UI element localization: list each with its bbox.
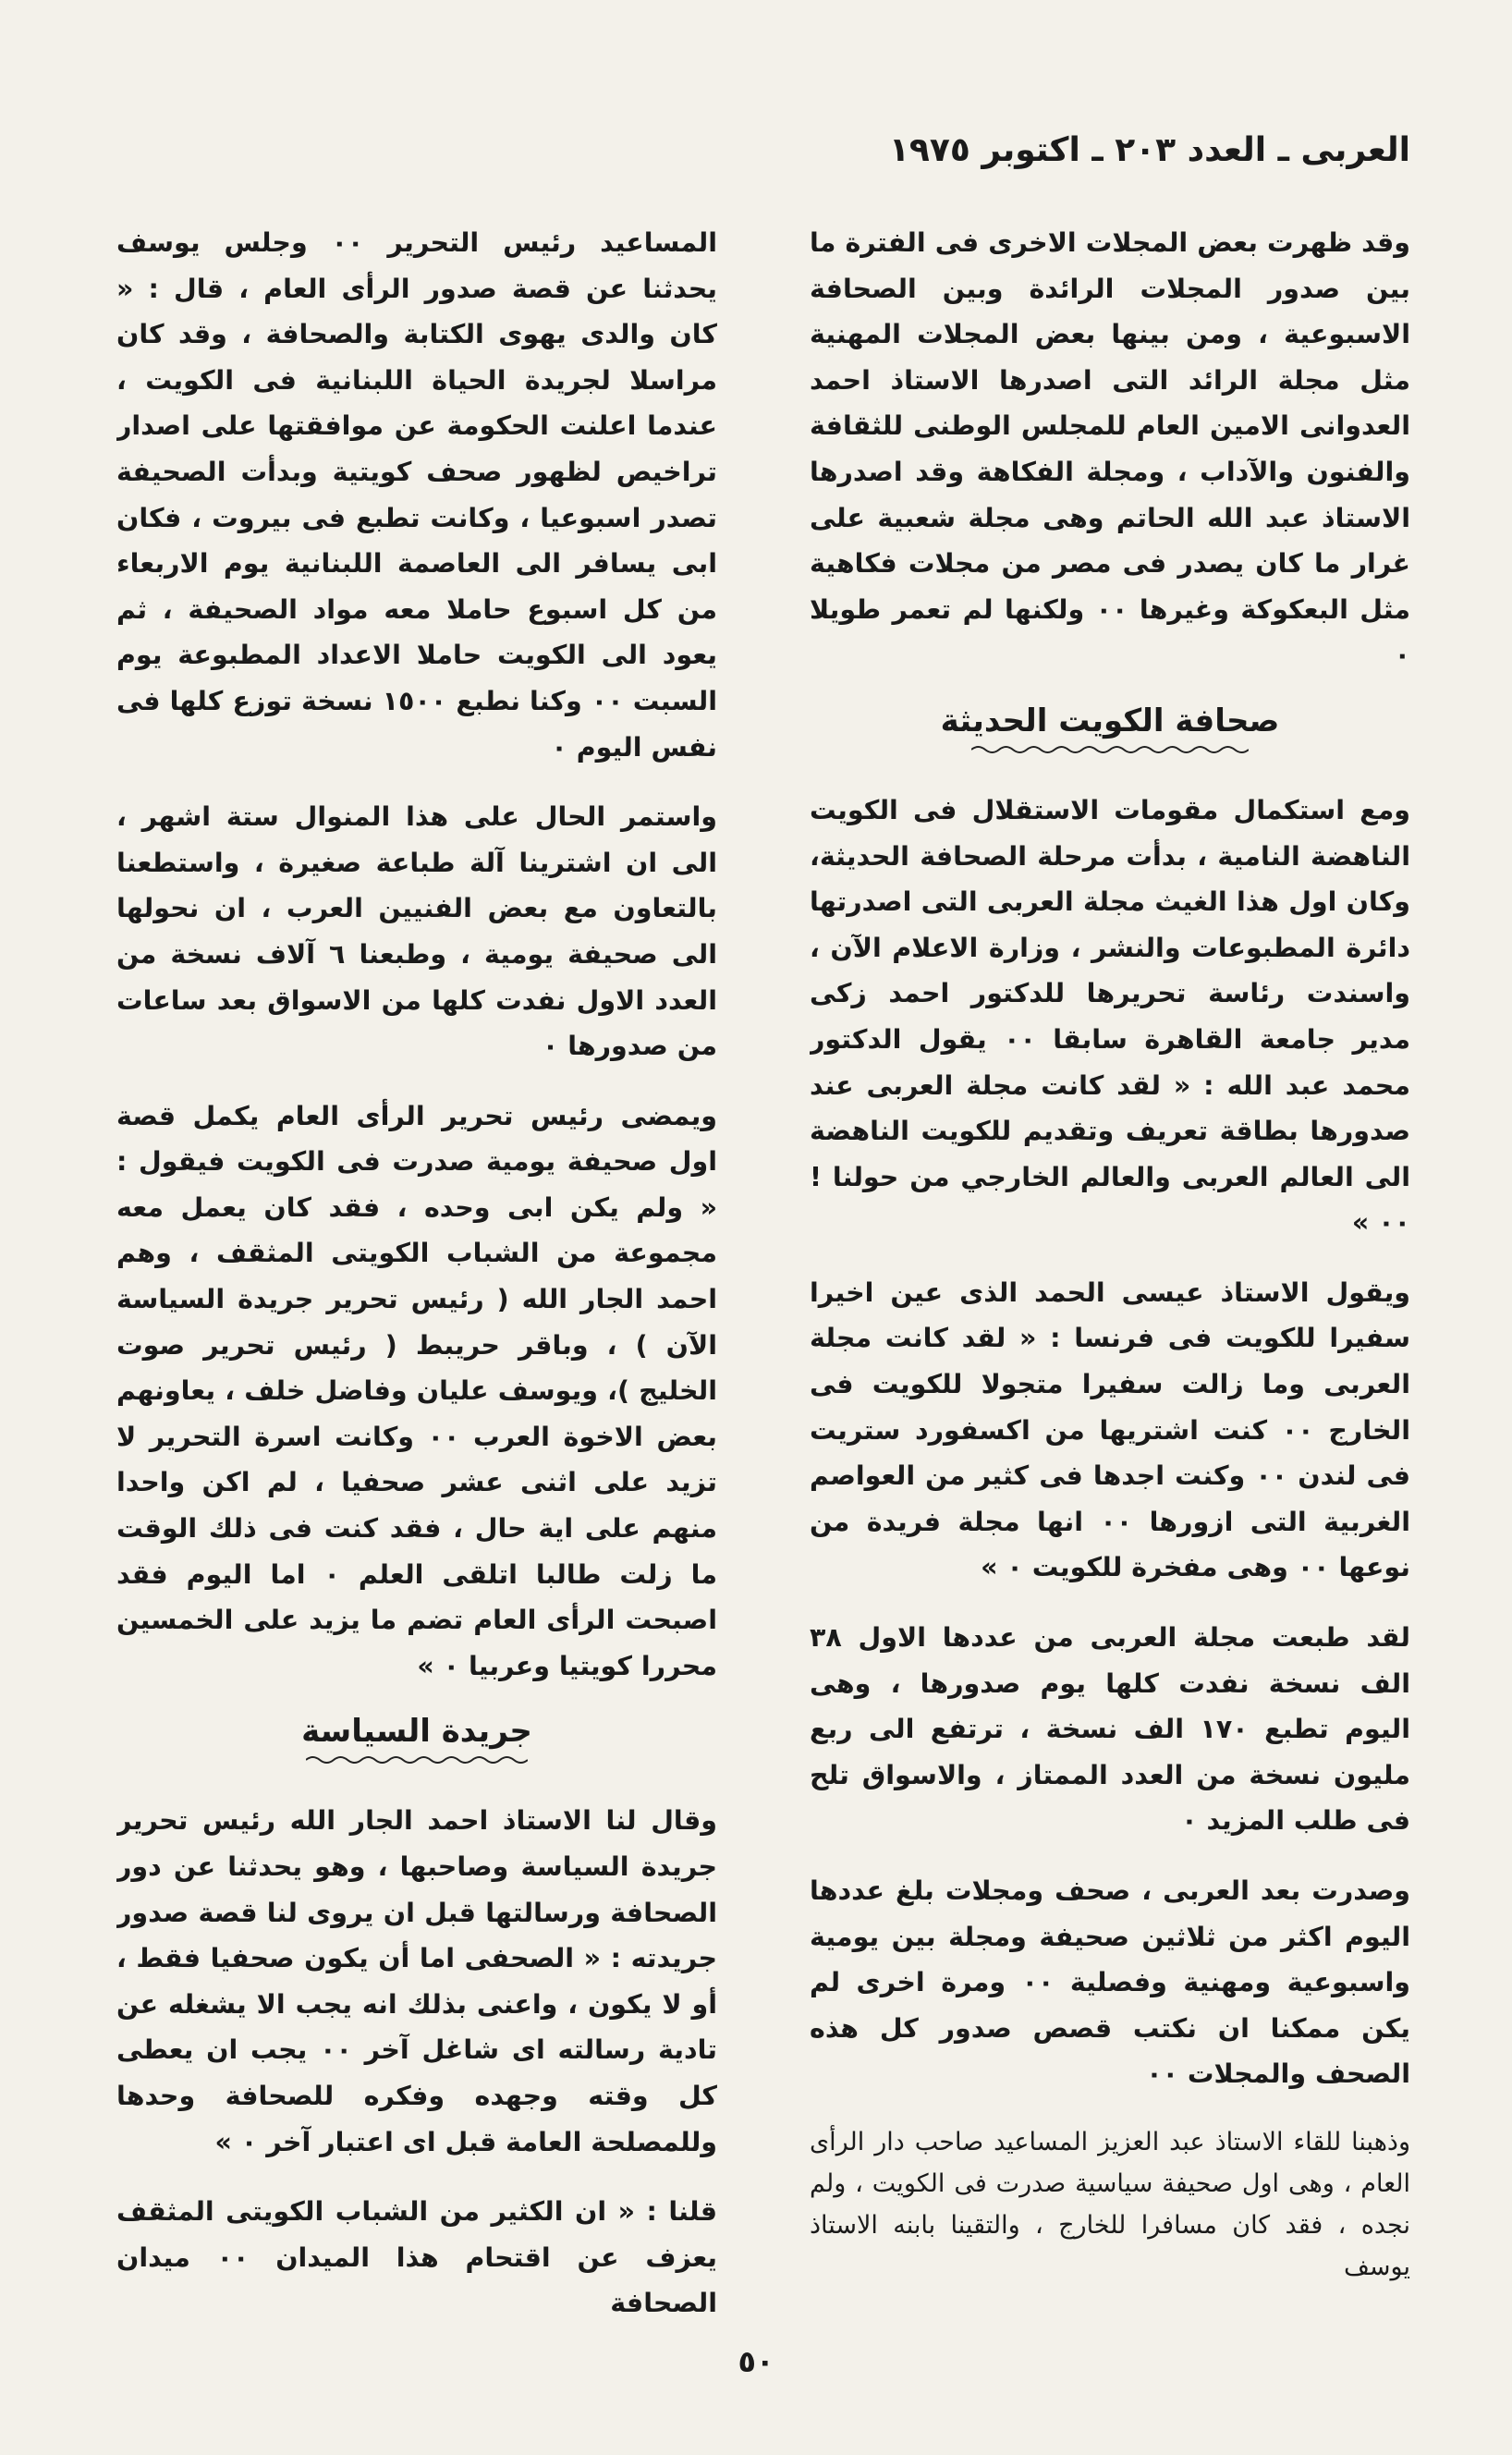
section-heading: جريدة السياسة (301, 1713, 532, 1751)
section-heading: صحافة الكويت الحديثة (940, 702, 1280, 739)
wavy-underline (306, 1753, 528, 1766)
paragraph: ويمضى رئيس تحرير الرأى العام يكمل قصة اول صحيفة يومية صدرت فى الكويت فيقول : « ولم يكن ابى وحده ، فقد كان يعمل معه مجموعة من الشباب الكويتى المثقف ، وهم احمد الجار الله ( رئيس تحرير جريدة السياسة الآن ) ، وباقر حريبط ( رئيس تحرير صوت الخليج )، ويوسف عليان وفاضل خلف ، يعاونهم بعض الاخوة العرب ٠٠ وكانت اسرة التحرير لا تزيد على اثنى عشر صحفيا ، لم اكن واحدا منهم على اية حال ، فقد كنت فى ذلك الوقت ما زلت طالبا اتلقى العلم ٠ اما اليوم فقد اصبحت الرأى العام تضم ما يزيد على الخمسين محررا كويتيا وعربيا ٠ » (116, 1100, 717, 1681)
running-header: العربى ـ العدد ٢٠٣ ـ اكتوبر ١٩٧٥ (888, 131, 1410, 169)
wavy-underline (971, 743, 1249, 756)
paragraph: واستمر الحال على هذا المنوال ستة اشهر ، الى ان اشترينا آلة طباعة صغيرة ، واستطعنا بالتعاون مع بعض الفنيين العرب ، ان نحولها الى صحيفة يومية ، وطبعنا ٦ آلاف نسخة من العدد الاول نفدت كلها من الاسواق بعد ساعات من صدورها ٠ (116, 801, 717, 1062)
right-column (810, 220, 1410, 2327)
paragraph: قلنا : « ان الكثير من الشباب الكويتى المثقف يعزف عن اقتحام هذا الميدان ٠٠ ميدان الصحافة (116, 2196, 717, 2319)
paragraph: وذهبنا للقاء الاستاذ عبد العزيز المساعيد صاحب دار الرأى العام ، وهى اول صحيفة سياسية صدرت فى الكويت ، ولم نجده ، فقد كان مسافرا للخارج ، والتقينا بابنه الاستاذ يوسف (810, 2127, 1410, 2281)
page-number: ٥٠ (738, 2344, 774, 2379)
paragraph: المساعيد رئيس التحرير ٠٠ وجلس يوسف يحدثنا عن قصة صدور الرأى العام ، قال : « كان والدى يهوى الكتابة والصحافة ، وقد كان مراسلا لجريدة الحياة اللبنانية فى الكويت ، عندما اعلنت الحكومة عن موافقتها على اصدار تراخيص لظهور صحف كويتية وبدأت الصحيفة تصدر اسبوعيا ، وكانت تطبع فى بيروت ، فكان ابى يسافر الى العاصمة اللبنانية يوم الاربعاء من كل اسبوع حاملا معه مواد الصحيفة ، ثم يعود الى الكويت حاملا الاعداد المطبوعة يوم السبت ٠٠ وكنا نطبع ١٥٠٠ نسخة توزع كلها فى نفس اليوم ٠ (116, 227, 717, 763)
paragraph: وقال لنا الاستاذ احمد الجار الله رئيس تحرير جريدة السياسة وصاحبها ، وهو يحدثنا عن دور الصحافة ورسالتها قبل ان يروى لنا قصة صدور جريدته : « الصحفى اما أن يكون صحفيا فقط ، أو لا يكون ، واعنى بذلك انه يجب الا يشغله عن تادية رسالته اى شاغل آخر ٠٠ يجب ان يعطى كل وقته وجهده وفكره للصحافة وحدها وللمصلحة العامة قبل اى اعتبار آخر ٠ » (116, 1805, 717, 2157)
paragraph: لقد طبعت مجلة العربى من عددها الاول ٣٨ الف نسخة نفدت كلها يوم صدورها ، وهى اليوم تطبع ١٧٠ الف نسخة ، ترتفع الى ربع مليون نسخة من العدد الممتاز ، والاسواق تلح فى طلب المزيد ٠ (810, 1622, 1410, 1837)
left-column (116, 220, 717, 2327)
paragraph: ومع استكمال مقومات الاستقلال فى الكويت الناهضة النامية ، بدأت مرحلة الصحافة الحديثة، وكان اول هذا الغيث مجلة العربى التى اصدرتها دائرة المطبوعات والنشر ، وزارة الاعلام الآن ، واسندت رئاسة تحريرها للدكتور احمد زكى مدير جامعة القاهرة سابقا ٠٠ يقول الدكتور محمد عبد الله : « لقد كانت مجلة العربى عند صدورها بطاقة تعريف وتقديم للكويت الناهضة الى العالم العربى والعالم الخارجي من حولنا ! ٠٠ » (810, 794, 1410, 1239)
paragraph: وقد ظهرت بعض المجلات الاخرى فى الفترة ما بين صدور المجلات الرائدة وبين الصحافة الاسبوعية ، ومن بينها بعض المجلات المهنية مثل مجلة الرائد التى اصدرها الاستاذ احمد العدوانى الامين العام للمجلس الوطنى للثقافة والفنون والآداب ، ومجلة الفكاهة وقد اصدرها الاستاذ عبد الله الحاتم وهى مجلة شعبية على غرار ما كان يصدر فى مصر من مجلات فكاهية مثل البعكوكة وغيرها ٠٠ ولكنها لم تعمر طويلا ٠ (810, 227, 1410, 671)
paragraph: ويقول الاستاذ عيسى الحمد الذى عين اخيرا سفيرا للكويت فى فرنسا : « لقد كانت مجلة العربى وما زالت سفيرا متجولا للكويت فى الخارج ٠٠ كنت اشتريها من اكسفورد ستريت فى لندن ٠٠ وكنت اجدها فى كثير من العواصم الغربية التى ازورها ٠٠ انها مجلة فريدة من نوعها ٠٠ وهى مفخرة للكويت ٠ » (810, 1276, 1410, 1583)
paragraph: وصدرت بعد العربى ، صحف ومجلات بلغ عددها اليوم اكثر من ثلاثين صحيفة ومجلة بين يومية واسبوعية ومهنية وفصلية ٠٠ ومرة اخرى لم يكن ممكنا ان نكتب قصص صدور كل هذه الصحف والمجلات ٠٠ (810, 1875, 1410, 2090)
